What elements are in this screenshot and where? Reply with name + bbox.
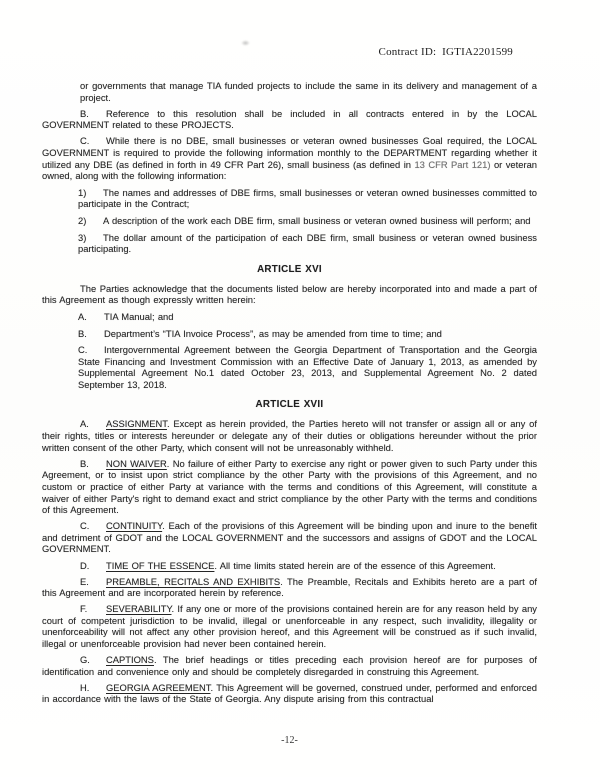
clause-title: SEVERABILITY (106, 603, 172, 615)
clause-non-waiver (42, 458, 537, 516)
clause-text: Reference to this resolution shall be included in all contracts entered in by the LOCAL GOVERNMENT related to these PROJECTS. (42, 107, 537, 131)
clause-letter: D. (80, 559, 90, 571)
clause-title: NON WAIVER (106, 457, 167, 469)
article-xvi-intro (42, 283, 537, 306)
incorporated-doc-c (78, 344, 537, 390)
incorporated-doc-a (78, 311, 537, 323)
clause-title: ASSIGNMENT (106, 418, 167, 430)
clause-text-part2: or veteran owned, along with the following information: (42, 158, 538, 182)
clause-letter: G. (80, 654, 90, 666)
article-xvi-heading: ARTICLE XVI (257, 263, 322, 275)
item-text: The names and addresses of DBE firms, small businesses or veteran owned businesses committed to participate in the Contract; (78, 186, 537, 210)
clause-title: PREAMBLE, RECITALS AND EXHIBITS (106, 575, 281, 587)
clause-letter: A. (80, 418, 89, 430)
clause-letter: F. (80, 603, 88, 615)
clause-title: CAPTIONS (106, 654, 154, 666)
clause-time-of-the-essence (42, 560, 537, 572)
clause-title: TIME OF THE ESSENCE (106, 559, 215, 571)
clause-text: . Each of the provisions of this Agreement will be binding upon and inure to the benefit and detriment of GDOT and the LOCAL GOVERNMENT and the successors and assigns of GDOT and the LOCAL GOVERNMENT. (42, 520, 537, 555)
clause-letter: C. (80, 520, 90, 532)
clause-text: . The Preamble, Recitals and Exhibits hereto are a part of this Agreement and are incorporated herein by reference. (42, 575, 538, 599)
contract-id-value: IGTIA2201599 (442, 46, 513, 58)
contract-id-label: Contract ID: (378, 46, 437, 58)
dbe-clause-c (42, 135, 537, 181)
clause-text: . The brief headings or titles preceding each provision hereof are for purposes of identification and convenience only and should be completely disregarded in construing this Agreement. (42, 654, 537, 677)
item-number: 3) (78, 231, 87, 243)
clause-text: . Except as herein provided, the Parties hereto will not transfer or assign all or any of their rights, titles or interests hereunder or delegate any of their duties or obligations hereunder without the prior written consent of the other Party, which consent will not be unreasonably withheld. (42, 418, 537, 453)
clause-text: . This Agreement will be governed, construed under, performed and enforced in accordance with the laws of the State of Georgia. Any dispute arising from this contractual (42, 681, 537, 705)
item-letter: B. (78, 327, 87, 339)
document-body (42, 80, 537, 705)
intro-text: The Parties acknowledge that the documents listed below are hereby incorporated into and made a part of this Agreement as though expressly written herein: (42, 282, 537, 306)
item-number: 2) (78, 214, 87, 226)
numbered-item-1 (78, 187, 537, 210)
clause-captions (42, 654, 537, 677)
clause-letter: B. (80, 457, 89, 469)
clause-title: GEORGIA AGREEMENT (106, 681, 211, 693)
clause-severability (42, 603, 537, 649)
item-text: Intergovernmental Agreement between the Georgia Department of Transportation and the Georgia State Financing and Investment Commission with an Effective Date of January 1, 2013, as amended by Supplemental Agreement No.1 dated October 23, 2013, and Supplemental Agreement No. 2 dated September 13, 2018. (78, 344, 537, 390)
article-xvii-heading: ARTICLE XVII (255, 399, 324, 411)
numbered-item-3 (78, 232, 537, 255)
clause-assignment (42, 418, 537, 453)
clause-text: . No failure of either Party to exercise any right or power given to such Party under this Agreement, or to insist upon strict compliance by the other Party with the provisions of this Agreement, and no custom or practice of either Party at variance with the terms and conditions of this Agreement, will constitute a waiver of either Party's right to demand exact and strict compliance by the other Party with the terms and conditions of this Agreement. (42, 457, 538, 516)
item-text: The dollar amount of the participation of each DBE firm, small business or veteran owned business participating. (78, 231, 537, 255)
clause-continuity (42, 520, 537, 555)
item-text: Department’s “TIA Invoice Process”, as may be amended from time to time; and (104, 327, 442, 339)
clause-title: CONTINUITY (106, 520, 163, 532)
item-letter: A. (78, 310, 87, 322)
item-number: 1) (78, 186, 87, 198)
continuation-paragraph (80, 80, 537, 103)
contract-id-header (42, 0, 537, 58)
incorporated-doc-b (78, 328, 537, 340)
item-text: TIA Manual; and (104, 310, 174, 322)
item-text: A description of the work each DBE firm, small business or veteran owned business will perform; and (103, 214, 531, 226)
clause-letter: H. (80, 681, 90, 693)
clause-text-part1: While there is no DBE, small businesses or veteran owned businesses Goal required, the LOCAL GOVERNMENT is required to provide the following information monthly to the DEPARTMENT regarding whether it utilized any DBE (as defined in forth in 49 CFR Part 26), small business (as defined in (42, 135, 537, 170)
clause-georgia-agreement (42, 682, 537, 705)
clause-text-faded: 13 CFR Part 121) (414, 158, 491, 170)
clause-preamble-recitals-exhibits (42, 576, 537, 599)
resolution-clause-b (42, 108, 537, 131)
page-number: -12- (281, 735, 298, 746)
clause-text: . If any one or more of the provisions contained herein are for any reason held by any court of competent jurisdiction to be invalid, illegal or unenforceable in any respect, such invalidity, illegality or unenforceability will not affect any other provision hereof, and this Agreement will be construed as if such invalid, illegal or unenforceable provision had never been contained herein. (42, 603, 537, 650)
clause-letter: E. (80, 575, 89, 587)
numbered-item-2 (78, 215, 537, 227)
item-letter: C. (78, 344, 88, 356)
continuation-text: or governments that manage TIA funded projects to include the same in its delivery and management of a project. (80, 80, 537, 103)
clause-letter: B. (80, 107, 89, 119)
clause-letter: C. (80, 135, 90, 147)
clause-text: . All time limits stated herein are of the essence of this Agreement. (214, 559, 496, 571)
